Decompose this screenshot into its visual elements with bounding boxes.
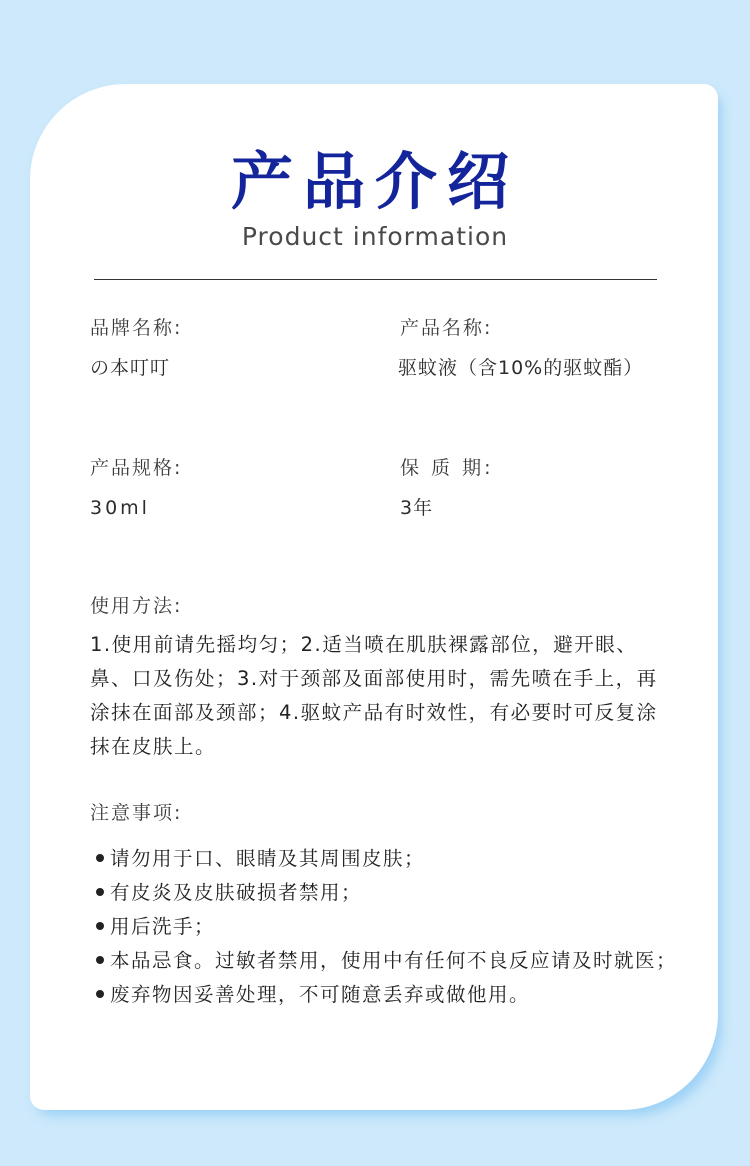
list-item: [90, 910, 680, 944]
usage-text: 1.使用前请先摇均匀；2.适当喷在肌肤裸露部位，避开眼、鼻、口及伤处；3.对于颈部及面部使用时，需先喷在手上，再涂抹在面部及颈部；4.驱蚊产品有时效性，有必要时可反复涂抹在皮肤上。: [90, 633, 658, 758]
size-label: 产品规格:: [90, 457, 183, 479]
note-text: 有皮炎及皮肤破损者禁用；: [110, 881, 363, 904]
brand-label: 品牌名称:: [90, 317, 183, 339]
list-item: [90, 842, 680, 876]
note-text: 废弃物因妥善处理，不可随意丢弃或做他用。: [110, 983, 531, 1006]
note-text: 用后洗手；: [110, 915, 216, 938]
note-text: 本品忌食。过敏者禁用，使用中有任何不良反应请及时就医；: [110, 949, 678, 972]
notes-label: 注意事项:: [90, 802, 183, 824]
bullet-icon: [96, 990, 104, 998]
note-text: 请勿用于口、眼睛及其周围皮肤；: [110, 847, 426, 870]
size-value: 30ml: [90, 497, 150, 519]
shelf-life-value: 3年: [400, 497, 434, 519]
bullet-icon: [96, 922, 104, 930]
list-item: [90, 944, 680, 978]
bullet-icon: [96, 854, 104, 862]
shelf-life-label: 保 质 期:: [400, 457, 494, 479]
divider: [94, 279, 657, 280]
page-subtitle: Product information: [241, 222, 509, 251]
usage-label: 使用方法:: [90, 595, 183, 617]
product-name-value: 驱蚊液（含10%的驱蚊酯）: [398, 357, 644, 379]
list-item: [90, 876, 680, 910]
product-name-label: 产品名称:: [400, 317, 493, 339]
bullet-icon: [96, 888, 104, 896]
page-title: 产品介绍: [230, 145, 519, 218]
notes-list: [90, 842, 680, 1012]
brand-value: の本叮叮: [90, 357, 171, 379]
list-item: [90, 978, 680, 1012]
bullet-icon: [96, 956, 104, 964]
